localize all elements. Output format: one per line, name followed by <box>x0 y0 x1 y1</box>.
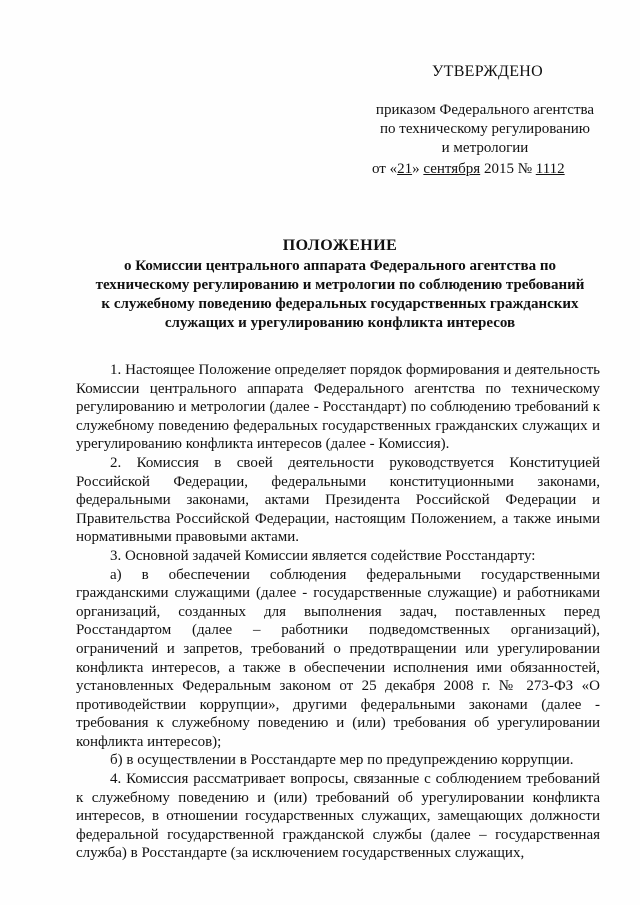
order-mid: » <box>412 161 420 177</box>
order-prefix: от « <box>372 161 398 177</box>
title-line-3: к служебному поведению федеральных государственных гражданских <box>101 296 579 312</box>
document-body <box>76 361 600 863</box>
paragraph-3: 3. Основной задачей Комиссии является содействие Росстандарту: <box>110 547 536 564</box>
document-title <box>70 236 610 333</box>
paragraph-3a: а) в обеспечении соблюдения федеральными государственными гражданскими служащими (далее - государственные служащие) и работниками организаций, созданных для выполнения задач, поставленных перед Росстандартом (далее – работники подведомственных организаций), ограничений и запретов, требований о предотвращении или урегулировании конфликта интересов, а также в обеспечении исполнения ими обязанностей, установленных Федеральным законом от 25 декабря 2008 г. № 273-ФЗ «О противодействии коррупции», другими федеральными законами (далее - требования к служебному поведению и (или) требования об урегулировании конфликта интересов); <box>76 566 600 750</box>
paragraph-2: 2. Комиссия в своей деятельности руководствуется Конституцией Российской Федерации, федеральными конституционными законами, федеральными законами, актами Президента Российской Федерации и Правительства Российской Федерации, настоящим Положением, а также иными нормативными правовыми актами. <box>76 454 600 546</box>
approved-label: УТВЕРЖДЕНО <box>432 63 544 80</box>
title-heading: ПОЛОЖЕНИЕ <box>282 237 398 254</box>
approval-line-3: и метрологии <box>441 140 529 156</box>
order-date-number <box>372 160 610 179</box>
order-month: сентября <box>423 161 481 177</box>
paragraph-3b: б) в осуществлении в Росстандарте мер по предупреждению коррупции. <box>110 752 574 769</box>
approval-line-2: по техническому регулированию <box>379 121 591 137</box>
paragraph-4: 4. Комиссия рассматривает вопросы, связанные с соблюдением требований к служебному поведению и (или) требований об урегулировании конфликта интересов, в отношении государственных служащих, замещающих должности федеральной государственной гражданской службы (далее – государственная служба) в Росстандарте (за исключением государственных служащих, <box>76 771 600 862</box>
approval-stamp-block <box>360 62 610 179</box>
order-year: 2015 № <box>483 161 532 177</box>
order-day: 21 <box>397 161 413 177</box>
approval-line-1: приказом Федерального агентства <box>375 102 595 118</box>
title-line-4: служащих и урегулированию конфликта интересов <box>164 315 516 331</box>
order-number: 1112 <box>535 161 565 177</box>
title-line-2: техническому регулированию и метрологии по соблюдению требований <box>95 277 585 293</box>
title-line-1: о Комиссии центрального аппарата Федерального агентства по <box>123 258 557 274</box>
paragraph-1: 1. Настоящее Положение определяет порядок формирования и деятельность Комиссии центрального аппарата Федерального агентства по техническому регулированию и метрологии (далее - Росстандарт) по соблюдению требований к служебному поведению федеральных государственных гражданских служащих и урегулированию конфликта интересов (далее - Комиссия). <box>76 362 600 453</box>
